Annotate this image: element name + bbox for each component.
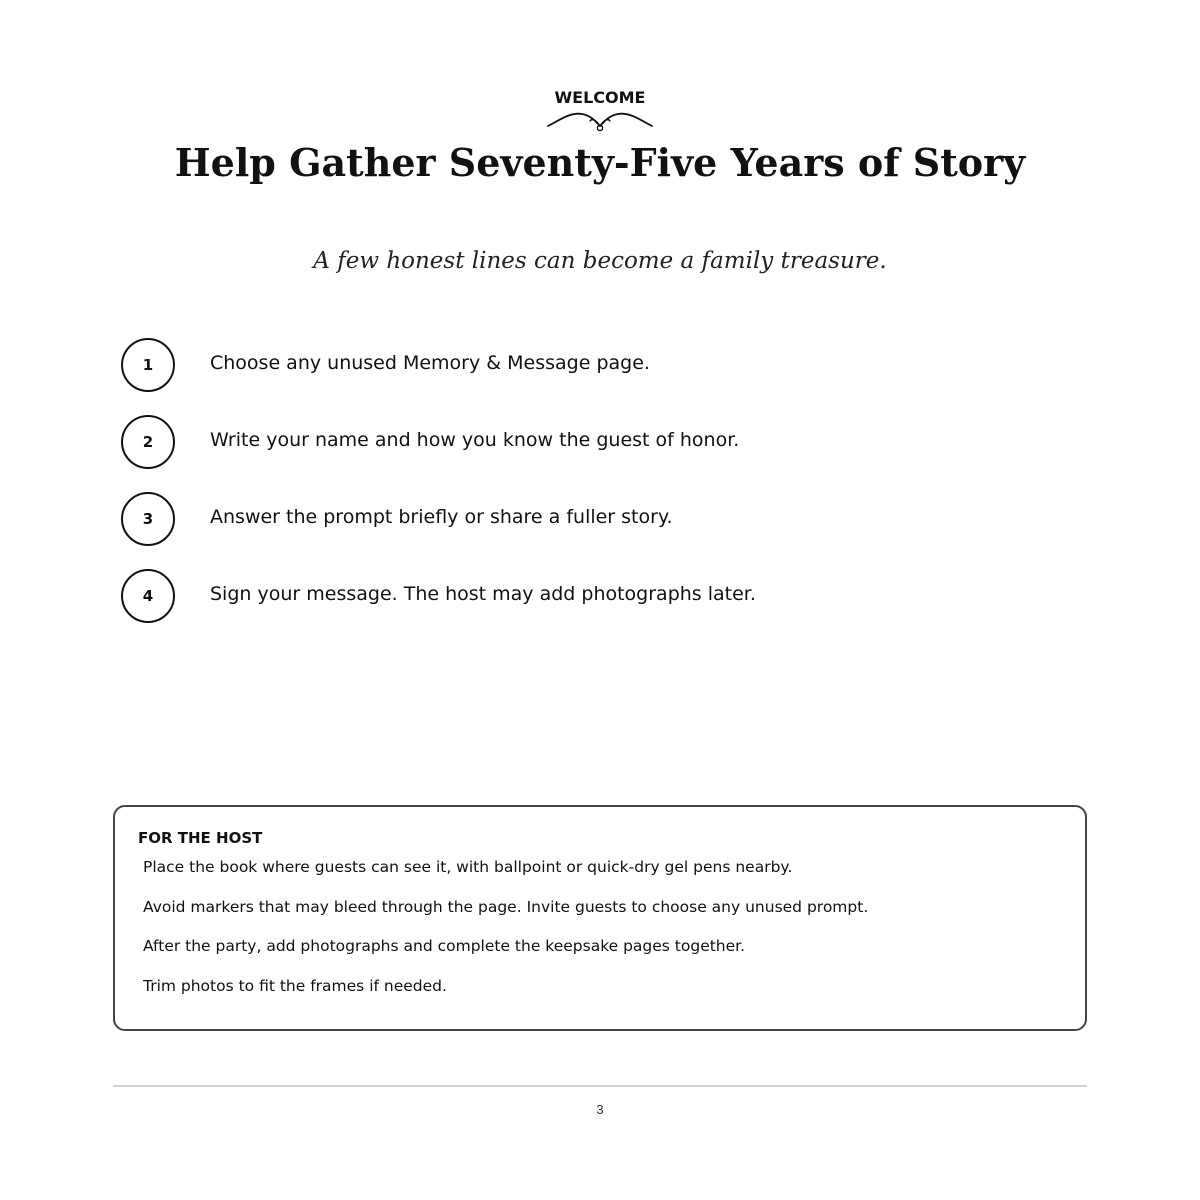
flourish-ornament-icon [546, 108, 654, 132]
step-text: Answer the prompt briefly or share a fuller story. [210, 506, 673, 528]
step-item [121, 338, 1021, 415]
host-note-line: After the party, add photographs and complete the keepsake pages together. [143, 937, 746, 955]
step-number-badge: 4 [121, 569, 175, 623]
footer-divider [113, 1085, 1087, 1087]
host-notes-box [113, 805, 1087, 1031]
step-item [121, 569, 1021, 646]
host-notes-list [143, 857, 868, 1015]
step-number-badge: 1 [121, 338, 175, 392]
step-text: Sign your message. The host may add photographs later. [210, 583, 756, 605]
step-text: Write your name and how you know the guest of honor. [210, 429, 740, 451]
page-number: 3 [596, 1102, 604, 1117]
page-title: Help Gather Seventy-Five Years of Story [174, 140, 1026, 185]
welcome-eyebrow: WELCOME [554, 88, 646, 107]
page-subtitle: A few honest lines can become a family treasure. [313, 248, 887, 274]
steps-list [121, 338, 1021, 646]
host-note-line: Avoid markers that may bleed through the page. Invite guests to choose any unused prompt. [143, 897, 869, 916]
step-number-badge: 3 [121, 492, 175, 546]
step-item [121, 492, 1021, 569]
step-text: Choose any unused Memory & Message page. [210, 352, 650, 374]
step-number-badge: 2 [121, 415, 175, 469]
host-note-line: Place the book where guests can see it, with ballpoint or quick-dry gel pens nearby. [143, 858, 793, 876]
step-item [121, 415, 1021, 492]
host-note-line: Trim photos to fit the frames if needed. [143, 976, 447, 995]
host-notes-title: FOR THE HOST [138, 829, 263, 847]
